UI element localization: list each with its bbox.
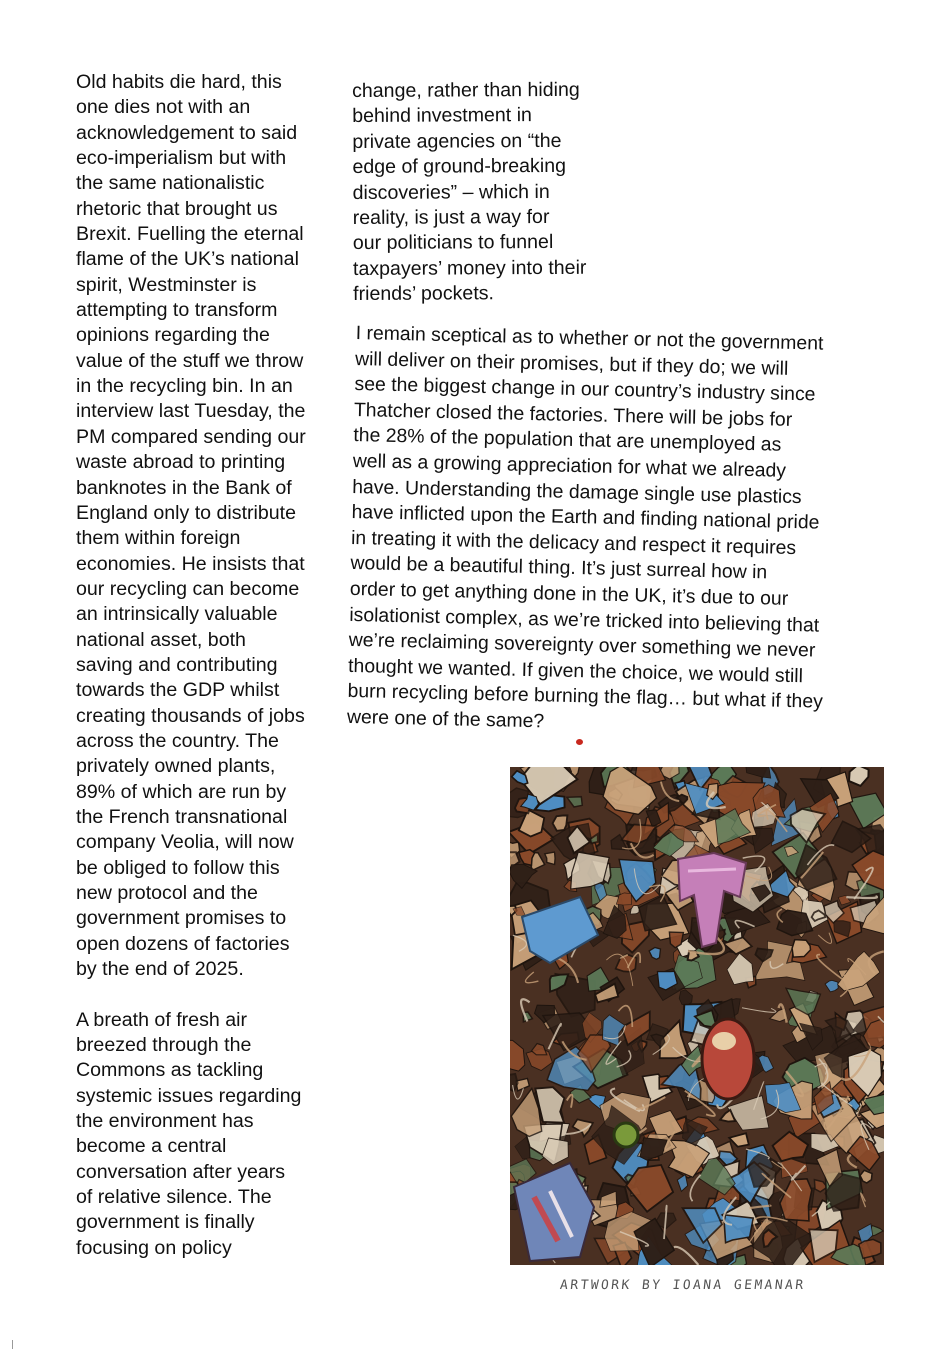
left-column [76, 70, 338, 1261]
page-edge-mark [12, 1340, 13, 1349]
left-paragraph-1: Old habits die hard, this one dies not with an acknowledgement to said eco-imperialism but with the same nationalistic rhetoric that brought us Brexit. Fuelling the eternal flame of the UK’s national spirit, Westminster is attempting to transform opinions regarding the value of the stuff we throw in the recycling bin. In an interview last Tuesday, the PM compared sending our waste abroad to printing banknotes in the Bank of England only to distribute them within foreign economies. He insists that our recycling can become an intrinsically valuable national asset, both saving and contributing towards the GDP whilst creating thousands of jobs across the country. The privately owned plants, 89% of which are run by the French transnational company Veolia, will now be obliged to follow this new protocol and the government promises to open dozens of factories by the end of 2025. [76, 71, 306, 981]
scrap-piece [553, 815, 568, 830]
right-paragraph-2: I remain sceptical as to whether or not the government will deliver on their promises, but if they do; we will see the biggest change in our country’s industry since Thatcher closed the factories. There will be jobs for the 28% of the population that are unemployed as well as a growing appreciation for what we already have. Understanding the damage single use plastics have inflicted upon the Earth and finding national pride in treating it with the delicacy and respect it requires would be a beautiful thing. It’s just surreal how in order to get anything done in the UK, it’s due to our isolationist complex, as we’re tricked into believing that we’re reclaiming sovereignty over something we never thought we wanted. If given the choice, we would still burn recycling before burning the flag… but what if they were one of the same? [346, 321, 824, 733]
left-paragraph-2: A breath of fresh air breezed through the Commons as tackling systemic issues regarding the environment has become a central conversation after years of relative silence. The government is finally focusing on policy [76, 1008, 302, 1259]
right-paragraph-1: change, rather than hiding behind investment in private agencies on “the edge of ground-breaking discoveries” – which in reality, is just a way for our politicians to funnel taxpayers’ money into their friends’ pockets. [352, 78, 587, 306]
scrap-piece [545, 852, 555, 865]
artwork-image [510, 767, 884, 1265]
crushed-cans-collage [510, 767, 884, 1265]
red-ink-dot [576, 739, 583, 745]
artwork-credit: ARTWORK BY IOANA GEMANAR [559, 1278, 807, 1293]
